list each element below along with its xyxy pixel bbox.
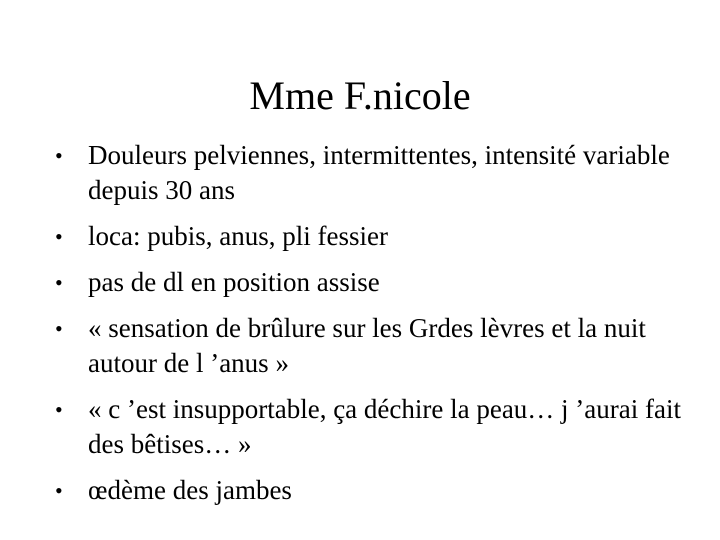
bullet-item bbox=[0, 473, 720, 508]
bullet-item bbox=[0, 311, 720, 381]
slide-title: Mme F.nicole bbox=[249, 73, 471, 118]
bullet-icon: • bbox=[55, 224, 63, 249]
bullet-icon: • bbox=[55, 397, 63, 422]
bullet-icon: • bbox=[55, 143, 63, 168]
bullet-text: Douleurs pelviennes, intermittentes, intensité variable depuis 30 ans bbox=[88, 140, 670, 205]
bullet-item bbox=[0, 138, 720, 208]
bullet-text: loca: pubis, anus, pli fessier bbox=[88, 221, 388, 251]
bullet-text: « sensation de brûlure sur les Grdes lèvres et la nuit autour de l ’anus » bbox=[88, 313, 646, 378]
bullet-item bbox=[0, 219, 720, 254]
bullet-text: « c ’est insupportable, ça déchire la peau… j ’aurai fait des bêtises… » bbox=[88, 394, 681, 459]
bullet-icon: • bbox=[55, 316, 63, 341]
bullet-icon: • bbox=[55, 270, 63, 295]
bullet-text: pas de dl en position assise bbox=[88, 267, 380, 297]
bullet-item bbox=[0, 392, 720, 462]
bullet-text: œdème des jambes bbox=[88, 475, 292, 505]
bullet-item bbox=[0, 265, 720, 300]
bullet-icon: • bbox=[55, 478, 63, 503]
bullet-list bbox=[0, 138, 720, 519]
